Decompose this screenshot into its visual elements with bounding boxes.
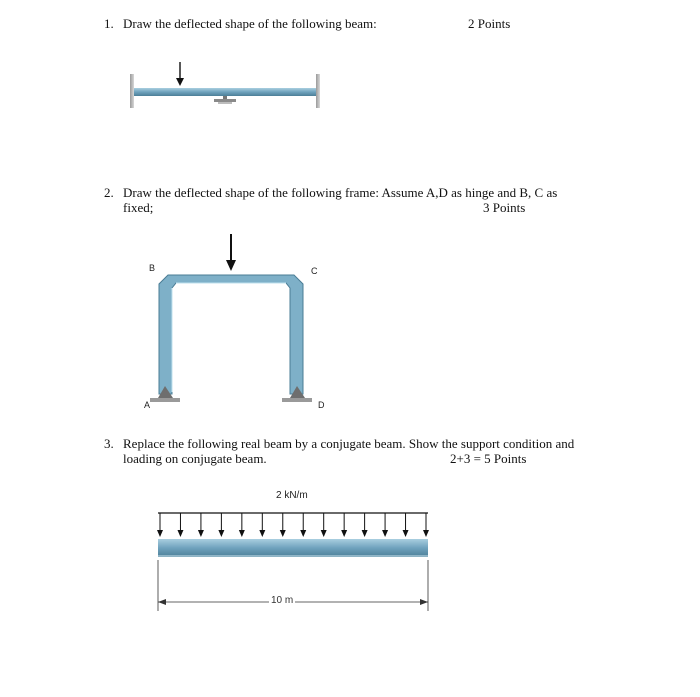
- beam-member: [134, 88, 316, 96]
- load-arrow: [157, 513, 163, 537]
- question-1-number: 1.: [104, 16, 114, 31]
- question-1-points: 2 Points: [468, 16, 511, 31]
- load-arrow: [218, 513, 224, 537]
- label-b: B: [149, 263, 156, 273]
- span-label: 10 m: [271, 595, 294, 606]
- distributed-load-label: 2 kN/m: [276, 490, 308, 501]
- question-1-text: Draw the deflected shape of the following beam:: [123, 16, 377, 31]
- question-2-line2: fixed;: [123, 200, 154, 215]
- point-load-arrow: [176, 62, 184, 86]
- left-wall: [130, 74, 134, 108]
- distributed-load-arrows: [157, 513, 429, 537]
- frame-load-arrow: [226, 234, 236, 271]
- question-3-line2: loading on conjugate beam.: [123, 451, 267, 466]
- question-2-number: 2.: [104, 185, 114, 200]
- load-arrow: [341, 513, 347, 537]
- hinge-support-a: [150, 386, 180, 402]
- hinge-support-d: [282, 386, 312, 402]
- label-d: D: [318, 400, 325, 410]
- beam-member: [158, 539, 428, 557]
- load-arrow: [177, 513, 183, 537]
- load-arrow: [423, 513, 429, 537]
- figure-1-beam: [130, 62, 320, 108]
- load-arrow: [321, 513, 327, 537]
- load-arrow: [403, 513, 409, 537]
- question-3-text: Replace the following real beam by a conjugate beam. Show the support condition and: [123, 436, 575, 451]
- roller-support: [214, 96, 236, 104]
- label-c: C: [311, 266, 318, 276]
- load-arrow: [382, 513, 388, 537]
- question-2-points: 3 Points: [483, 200, 526, 215]
- load-arrow: [198, 513, 204, 537]
- right-wall: [316, 74, 320, 108]
- load-arrow: [300, 513, 306, 537]
- question-2-text: Draw the deflected shape of the following frame: Assume A,D as hinge and B, C as: [123, 185, 558, 200]
- figure-2-frame: [150, 234, 312, 402]
- question-3-points: 2+3 = 5 Points: [450, 451, 527, 466]
- load-arrow: [280, 513, 286, 537]
- label-a: A: [144, 400, 151, 410]
- load-arrow: [239, 513, 245, 537]
- frame-member: [159, 275, 303, 394]
- question-3-number: 3.: [104, 436, 114, 451]
- load-arrow: [259, 513, 265, 537]
- load-arrow: [362, 513, 368, 537]
